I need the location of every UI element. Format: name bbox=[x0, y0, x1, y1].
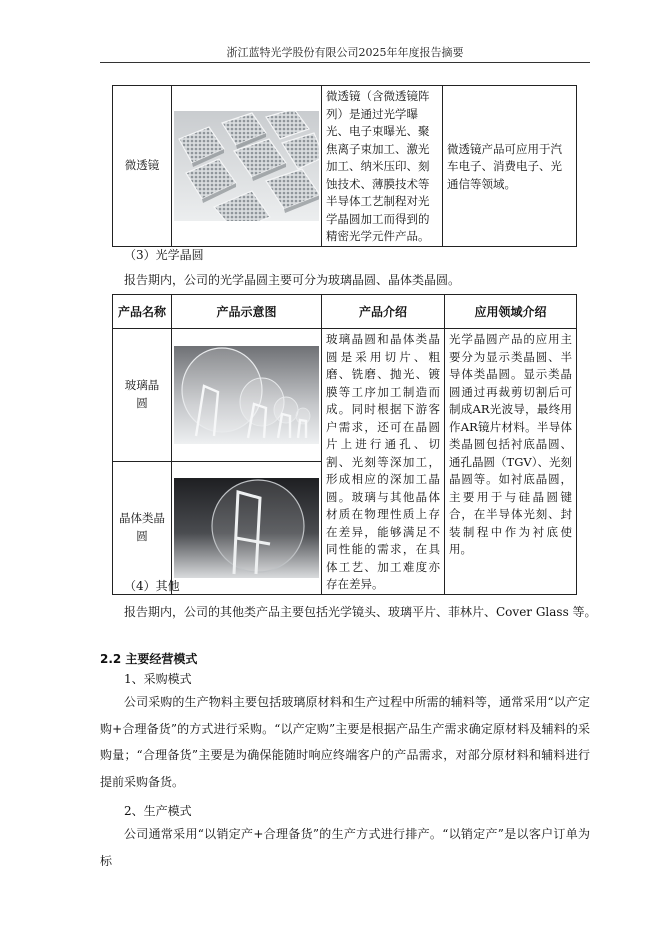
wafer-application: 光学晶圆产品的应用主要分为显示类晶圆、半导体类晶圆。显示类晶圆通过再裁剪切割后可制成AR光波导，最终用作AR镜片材料。半导体类晶圆包括衬底晶圆、通孔晶圆（TGV）、光刻晶圆等。如衬底晶圆，主要用于与硅晶圆键合，在半导体光刻、封装制程中作为衬底使用。 bbox=[445, 329, 577, 595]
crystal-wafer-image-cell bbox=[172, 461, 322, 594]
microlens-array-picture bbox=[174, 111, 319, 221]
section3-title: （3）光学晶圆 bbox=[124, 248, 204, 262]
section3-text: 报告期内，公司的光学晶圆主要可分为玻璃晶圆、晶体类晶圆。 bbox=[124, 273, 461, 287]
production-text: 公司通常采用“以销定产+合理备货”的生产方式进行排产。“以销定产”是以客户订单为标 bbox=[100, 827, 590, 868]
header-application: 应用领域介绍 bbox=[445, 295, 577, 329]
production-title: 2、生产模式 bbox=[124, 804, 192, 818]
page-header: 浙江蓝特光学股份有限公司2025年年度报告摘要 bbox=[226, 46, 464, 59]
wafer-intro: 玻璃晶圆和晶体类晶圆是采用切片、粗磨、铣磨、抛光、镀膜等工序加工制造而成。同时根据下游客户需求，还可在晶圆片上进行通孔、切割、光刻等深加工，形成相应的深加工晶圆。玻璃与其他晶体材质在物理性质上存在差异，能够满足不同性能的需求，在具体工艺、加工难度亦存在差异。 bbox=[322, 329, 445, 595]
microlens-image bbox=[174, 111, 319, 221]
header-product-intro: 产品介绍 bbox=[322, 295, 445, 329]
procurement-text: 公司采购的生产物料主要包括玻璃原材料和生产过程中所需的辅料等，通常采用“以产定购+合理备货”的方式进行采购。“以产定购”主要是根据产品生产需求确定原材料及辅料的采购量；“合理备货”主要是为确保能随时响应终端客户的产品需求，对部分原材料和辅料进行提前采购备货。 bbox=[100, 695, 590, 789]
section4-title: （4）其他 bbox=[124, 579, 180, 593]
crystal-wafer-picture bbox=[174, 478, 319, 578]
procurement-title: 1、采购模式 bbox=[124, 672, 192, 686]
glass-wafer-image bbox=[174, 346, 319, 444]
glass-wafer-picture bbox=[174, 346, 319, 444]
microlens-table bbox=[112, 85, 577, 247]
section-2-2-title: 2.2 主要经营模式 bbox=[100, 652, 198, 666]
microlens-application: 微透镜产品可应用于汽车电子、消费电子、光通信等领域。 bbox=[443, 86, 577, 247]
glass-wafer-image-cell bbox=[172, 329, 322, 462]
microlens-name: 微透镜 bbox=[113, 86, 172, 247]
microlens-image-cell bbox=[172, 86, 322, 247]
wafer-table bbox=[112, 294, 577, 595]
section4-text: 报告期内，公司的其他类产品主要包括光学镜头、玻璃平片、菲林片、Cover Glass 等。 bbox=[124, 605, 597, 619]
crystal-wafer-name: 晶体类晶圆 bbox=[113, 461, 172, 594]
glass-wafer-name: 玻璃晶圆 bbox=[113, 329, 172, 462]
header-product-image: 产品示意图 bbox=[172, 295, 322, 329]
header-product-name: 产品名称 bbox=[113, 295, 172, 329]
crystal-wafer-image bbox=[174, 478, 319, 578]
microlens-intro: 微透镜（含微透镜阵列）是通过光学曝光、电子束曝光、聚焦离子束加工、激光加工、纳米压印、刻蚀技术、薄膜技术等半导体工艺制程对光学晶圆加工而得到的精密光学元件产品。 bbox=[322, 86, 443, 247]
header-rule bbox=[100, 62, 590, 63]
